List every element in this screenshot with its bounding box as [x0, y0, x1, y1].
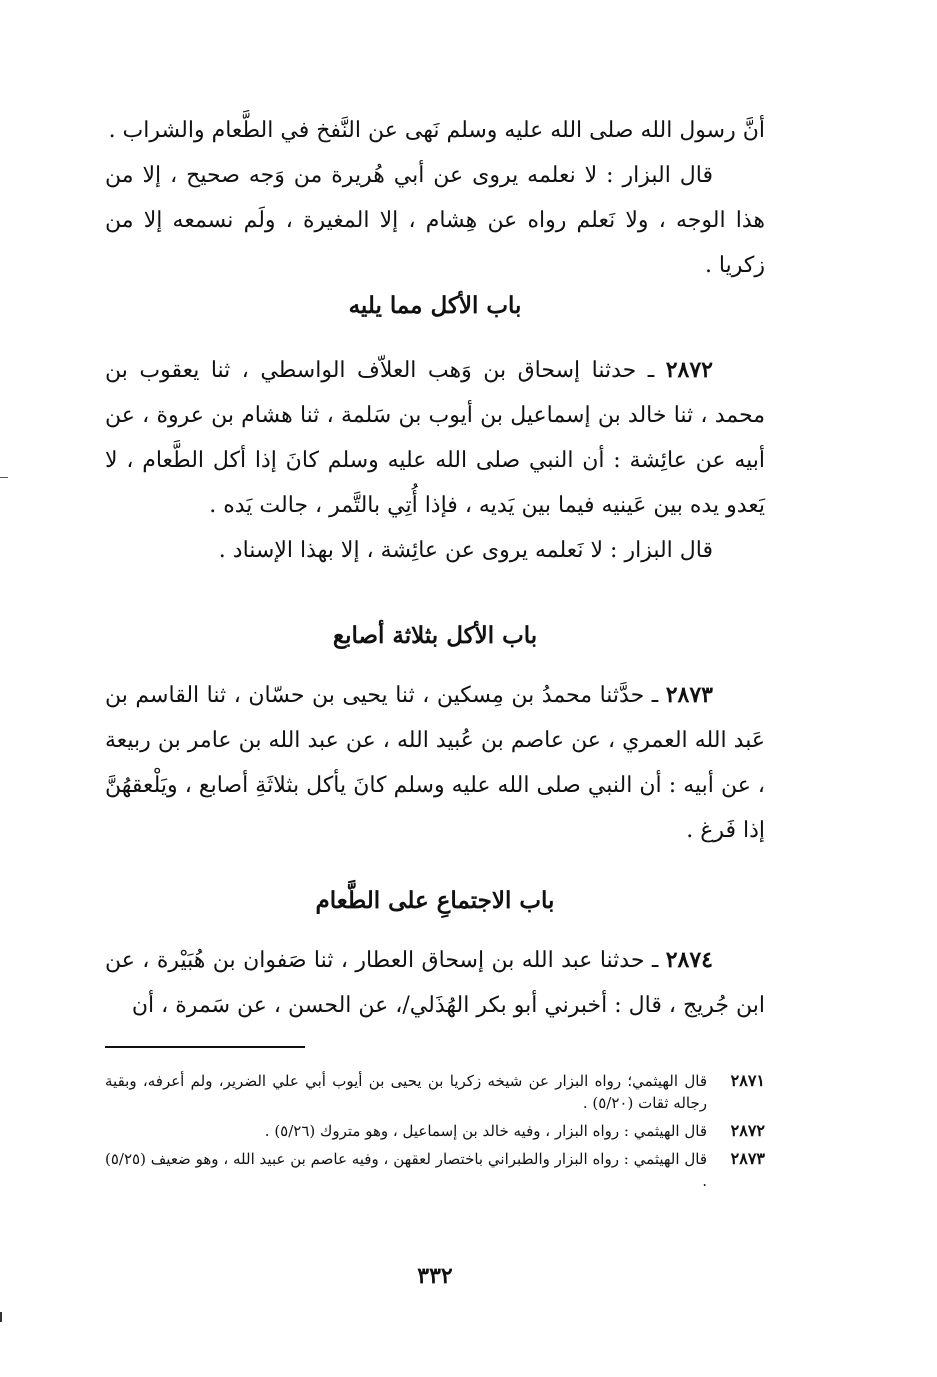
hadith-2874-paragraph: [105, 938, 765, 1028]
hadith-2872-bazzar-note: قال البزار : لا نَعلمه يروى عن عائِشة ، إلا بهذا الإسناد .: [218, 538, 713, 563]
hadith-2873-paragraph: [105, 673, 765, 853]
footnote-2872: [105, 1120, 765, 1142]
footnote-2871: [105, 1070, 765, 1114]
footnote-text: قال الهيثمي؛ رواه البزار عن شيخه زكريا بن يحيى بن أيوب أبي علي الضرير، ولم أعرفه، وبقية رجاله ثقات (٥/٢٠) .: [105, 1072, 707, 1112]
chapter-heading-eating-from-near: باب الأكل مما يليه: [348, 292, 522, 319]
hadith-2874: [105, 938, 765, 1028]
intro-block: [105, 108, 765, 288]
hadith-2873: [105, 673, 765, 853]
footnote-number: ٢٨٧٢: [730, 1121, 765, 1140]
intro-bazzar-comment: قال البزار : لا نعلمه يروى عن أبي هُريرة من وَجه صحيح ، إلا من هذا الوجه ، ولا نَعلم رواه عن هِشام ، إلا المغيرة ، ولَم نسمعه إلا من زكريا .: [105, 163, 765, 278]
hadith-2872-paragraph: [105, 348, 765, 528]
hadith-2872-number: ٢٨٧٢: [665, 357, 713, 383]
intro-hadith-ending: أنَّ رسول الله صلى الله عليه وسلم نَهى عن النَّفخ في الطَّعام والشراب .: [108, 118, 765, 143]
chapter-heading-three-fingers: باب الأكل بثلاثة أصابع: [332, 622, 538, 649]
hadith-2873-text: ـ حدَّثنا محمدُ بن مِسكين ، ثنا يحيى بن حسّان ، ثنا القاسم بن عَبد الله العمري ، عن عاصم بن عُبيد الله ، عن عبد الله بن عامر بن ربيعة ، عن أبيه : أن النبي صلى الله عليه وسلم كانَ يأكل بثلاثَةِ أصابع ، ويَلْعقهُنَّ إذا فَرغ .: [105, 683, 765, 843]
hadith-2874-text: ـ حدثنا عبد الله بن إسحاق العطار ، ثنا صَفوان بن هُبَيْرة ، عن ابن جُريج ، قال : أخبرني أبو بكر الهُذَلي/، عن الحسن ، عن سَمرة ، أن: [105, 948, 765, 1018]
hadith-2874-number: ٢٨٧٤: [665, 947, 713, 973]
footnote-text: قال الهيثمي : رواه البزار والطبراني باختصار لعقهن ، وفيه عاصم بن عبيد الله ، وهو ضعيف (٥/٢٥) .: [105, 1150, 707, 1190]
page-number: ٣٣٢: [417, 1263, 453, 1289]
footnote-text: قال الهيثمي : رواه البزار ، وفيه خالد بن إسماعيل ، وهو متروك (٥/٢٦) .: [264, 1122, 707, 1140]
footnote-separator: [105, 1046, 305, 1048]
footnotes: [105, 1070, 765, 1198]
chapter-heading-gathering-for-food: باب الاجتماعِ على الطَّعام: [315, 887, 555, 914]
footnote-2873: [105, 1148, 765, 1192]
hadith-2873-number: ٢٨٧٣: [665, 682, 713, 708]
footnote-number: ٢٨٧٣: [730, 1149, 765, 1168]
footnote-number: ٢٨٧١: [730, 1071, 765, 1090]
scan-margin-dot: [0, 1312, 2, 1322]
hadith-2872-text: ـ حدثنا إسحاق بن وَهب العلاّف الواسطي ، ثنا يعقوب بن محمد ، ثنا خالد بن إسماعيل بن أيوب بن سَلمة ، ثنا هشام بن عروة ، عن أبيه عن عائِشة : أن النبي صلى الله عليه وسلم كانَ إذا أكل الطَّعام ، لا يَعدو يده بين عَينيه فيما بين يَديه ، فإذا أُتِي بالتَّمر ، جالت يَده .: [105, 358, 765, 518]
hadith-2872: [105, 348, 765, 573]
scan-margin-mark: [0, 477, 8, 478]
